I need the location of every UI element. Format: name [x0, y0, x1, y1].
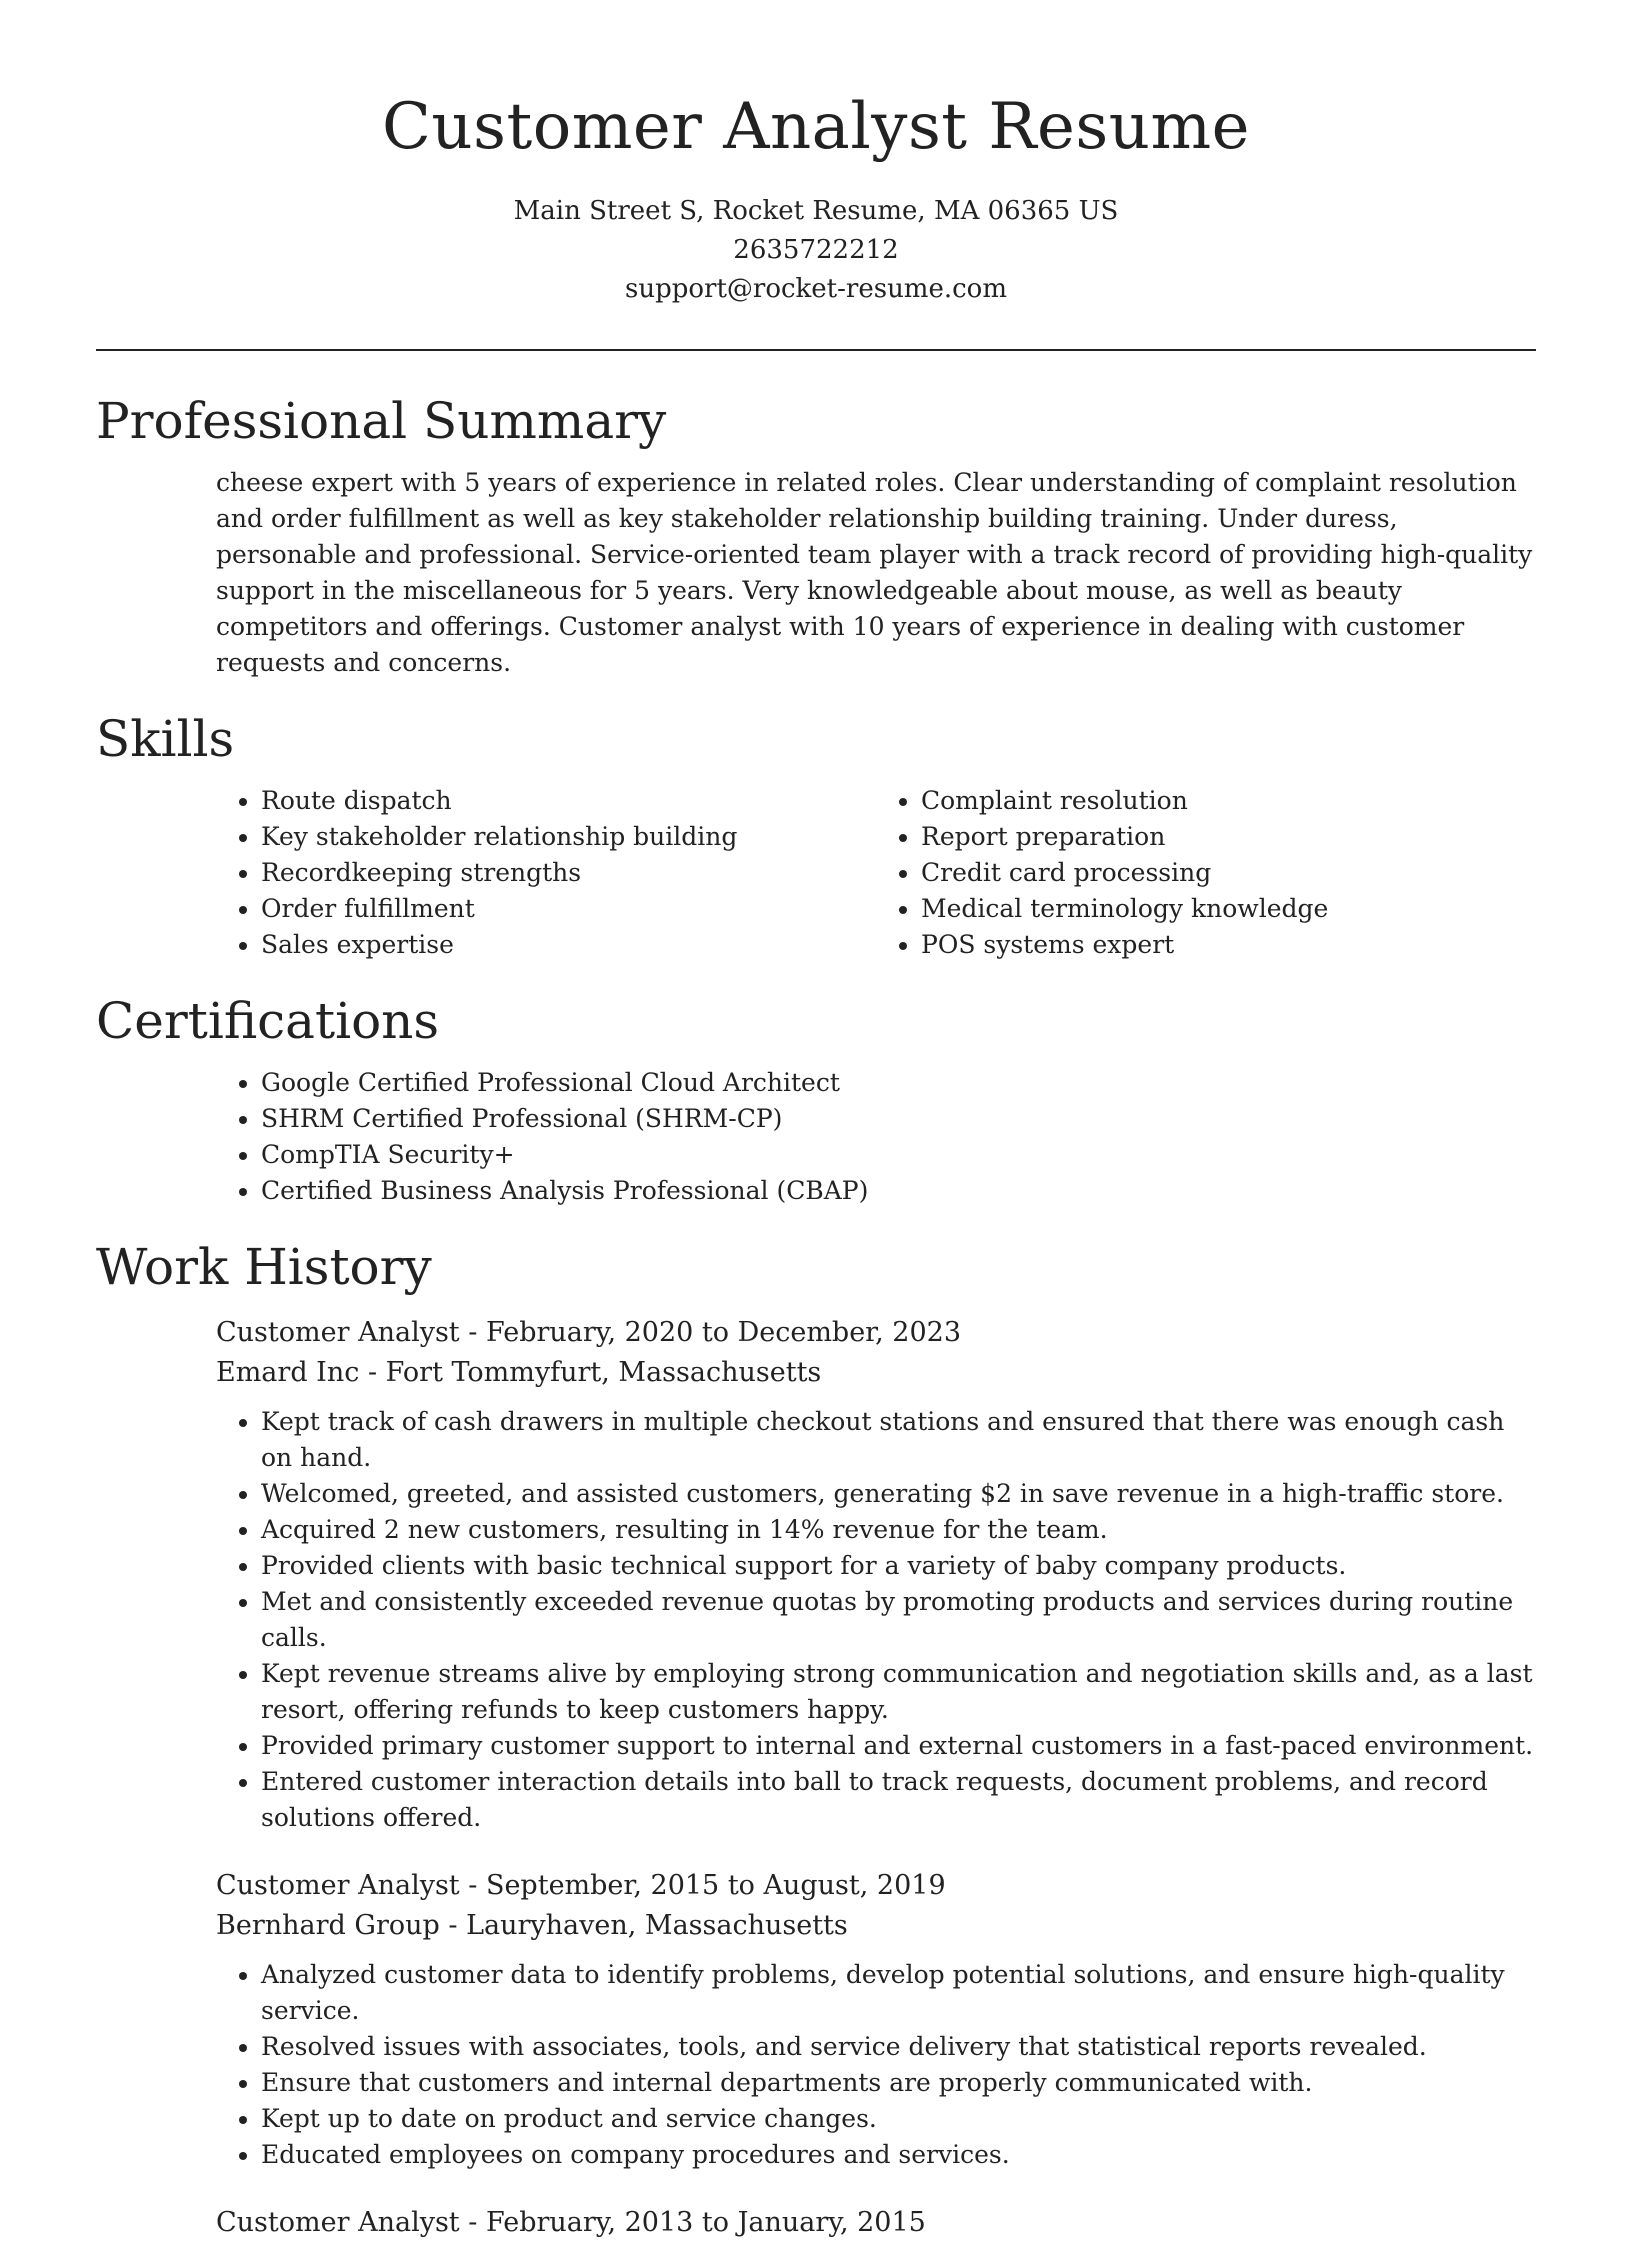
- summary-text: cheese expert with 5 years of experience in related roles. Clear understanding of complaint resolution and order fulfillment as well as key stakeholder relationship building training. Under duress, personable and professional. Service-oriented team player with a track record of providing high-quality support in the miscellaneous for 5 years. Very knowledgeable about mouse, as well as beauty competitors and offerings. Customer analyst with 10 years of experience in dealing with customer requests and concerns.: [216, 468, 1533, 677]
- job-company-line: [216, 1906, 1536, 1946]
- job-bullet: • Educated employees on company procedures and services.: [261, 2137, 1536, 2173]
- job-bullet: • Welcomed, greeted, and assisted customers, generating $2 in save revenue in a high-traffic store.: [261, 1476, 1536, 1512]
- certifications-list: [216, 1065, 1536, 1209]
- contact-email: support@rocket-resume.com: [624, 274, 1007, 304]
- job-bullet: • Kept up to date on product and service changes.: [261, 2101, 1536, 2137]
- job-bullets: [216, 1957, 1536, 2173]
- skill-item: • Recordkeeping strengths: [261, 855, 876, 891]
- skill-item: • Medical terminology knowledge: [921, 891, 1536, 927]
- job-location: - Fort Tommyfurt, Massachusetts: [359, 1357, 822, 1388]
- certifications-section: [96, 989, 1536, 1209]
- skill-item: • POS systems expert: [921, 927, 1536, 963]
- job-bullets: [216, 1404, 1536, 1836]
- job-company: Emard Inc: [216, 1357, 360, 1388]
- skills-list-left: [216, 783, 876, 963]
- job-company-line: [216, 1353, 1536, 1393]
- skill-item: • Report preparation: [921, 819, 1536, 855]
- job-bullet: • Resolved issues with associates, tools, and service delivery that statistical reports revealed.: [261, 2029, 1536, 2065]
- job-dates: - February, 2013 to January, 2015: [459, 2207, 926, 2238]
- certification-item: • Google Certified Professional Cloud Architect: [261, 1065, 1536, 1101]
- skill-item: • Key stakeholder relationship building: [261, 819, 876, 855]
- job-title: Customer Analyst: [216, 1317, 460, 1348]
- summary-section: [96, 389, 1536, 681]
- work-history-section: [96, 1235, 1536, 2243]
- job-bullet: • Analyzed customer data to identify problems, develop potential solutions, and ensure high-quality service.: [261, 1957, 1536, 2029]
- resume-header: [96, 0, 1536, 309]
- certification-item: • CompTIA Security+: [261, 1137, 1536, 1173]
- job-title: Customer Analyst: [216, 2207, 460, 2238]
- contact-address: Main Street S, Rocket Resume, MA 06365 US: [513, 196, 1119, 226]
- certifications-heading: Certifications: [96, 992, 440, 1050]
- skills-heading: Skills: [96, 710, 235, 768]
- skill-item: • Order fulfillment: [261, 891, 876, 927]
- job-entry: [216, 1866, 1536, 2173]
- job-title-line: [216, 1313, 1536, 1353]
- contact-phone: 2635722212: [733, 235, 899, 265]
- skills-list-right: [876, 783, 1536, 963]
- job-dates: - February, 2020 to December, 2023: [459, 1317, 962, 1348]
- job-bullet: • Provided clients with basic technical support for a variety of baby company products.: [261, 1548, 1536, 1584]
- resume-title: Customer Analyst Resume: [381, 90, 1251, 164]
- summary-heading: Professional Summary: [96, 392, 667, 450]
- skill-item: • Route dispatch: [261, 783, 876, 819]
- job-bullet: • Ensure that customers and internal departments are properly communicated with.: [261, 2065, 1536, 2101]
- skills-section: [96, 707, 1536, 963]
- job-bullet: • Provided primary customer support to internal and external customers in a fast-paced environment.: [261, 1728, 1536, 1764]
- job-dates: - September, 2015 to August, 2019: [459, 1870, 946, 1901]
- job-entry: [216, 1313, 1536, 1836]
- skill-item: • Credit card processing: [921, 855, 1536, 891]
- certification-item: • SHRM Certified Professional (SHRM-CP): [261, 1101, 1536, 1137]
- skills-grid: [216, 783, 1536, 963]
- skill-item: • Complaint resolution: [921, 783, 1536, 819]
- job-bullet: • Kept track of cash drawers in multiple checkout stations and ensured that there was enough cash on hand.: [261, 1404, 1536, 1476]
- job-company: Bernhard Group: [216, 1910, 440, 1941]
- job-title-line: [216, 1866, 1536, 1906]
- job-entry: [216, 2203, 1536, 2243]
- job-bullet: • Kept revenue streams alive by employing strong communication and negotiation skills and, as a last resort, offering refunds to keep customers happy.: [261, 1656, 1536, 1728]
- header-divider: [96, 349, 1536, 351]
- skill-item: • Sales expertise: [261, 927, 876, 963]
- job-location: - Lauryhaven, Massachusetts: [439, 1910, 848, 1941]
- job-title-line: [216, 2203, 1536, 2243]
- certification-item: • Certified Business Analysis Professional (CBAP): [261, 1173, 1536, 1209]
- contact-info: [96, 192, 1536, 309]
- job-bullet: • Met and consistently exceeded revenue quotas by promoting products and services during routine calls.: [261, 1584, 1536, 1656]
- job-bullet: • Entered customer interaction details into ball to track requests, document problems, and record solutions offered.: [261, 1764, 1536, 1836]
- job-title: Customer Analyst: [216, 1870, 460, 1901]
- work-history-heading: Work History: [96, 1238, 432, 1296]
- job-bullet: • Acquired 2 new customers, resulting in 14% revenue for the team.: [261, 1512, 1536, 1548]
